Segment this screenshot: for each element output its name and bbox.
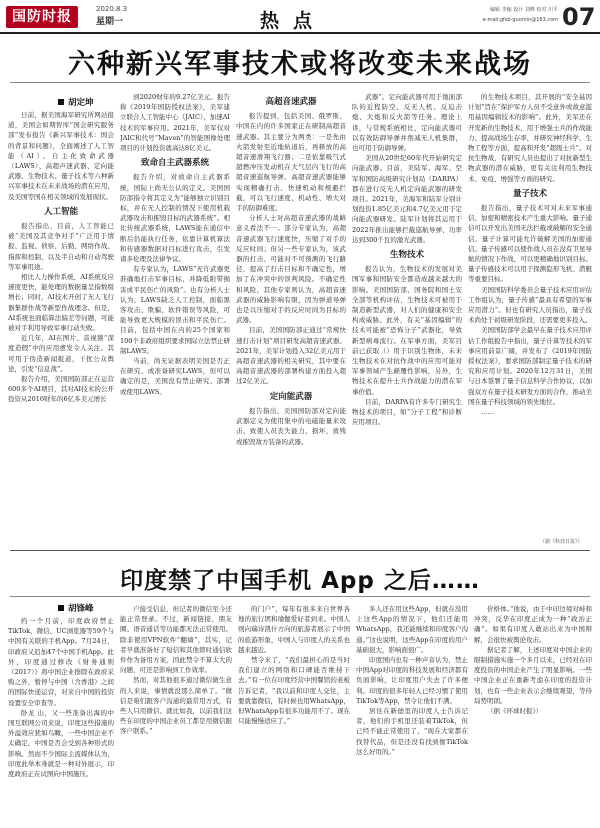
paragraph: 禁令来了，“我们最担心的是当时我们建立的网络和口碑能否维持下去。”有一位在印度经营中国餐馆的老板告诉记者，“我以前和印度人交往，主要就靠微信，有时候也用WhatsApp，但WhatsApp有很多功能用不了。现在只能慢慢适应了。”: [238, 656, 350, 726]
newspaper-logo: 国防时报: [6, 6, 78, 28]
paragraph: 有专家认为，LAWS“充许武器更准确地打击军事目标，并降低附带损害或平民伤亡的风险”。也有分析人士认为，LAWS缺乏人工控制，面临黑客攻击、欺骗、软件错误等风险，可能导致更大规模的误击和平民伤亡。目前，包括中国在内的25个国家和100个非政府组织要求国际立法禁止研制LAWS。: [120, 265, 230, 355]
paragraph: 美国国防部学会最早在量子技术应用评估工作组报告中指出，量子计算等技术的军事应用前景广阔，并发布了《2019年国防授权法案》，要求国防部制定量子技术的研究和应用计划。2020年12月31日，美国与日本签署了量子信息科学合作协议，以加强双方在量子技术研发方面的合作，推动美国在量子科技领域的领先地位。: [468, 326, 592, 406]
article1-column-2: [120, 92, 230, 542]
article1-col1-body: [8, 110, 114, 202]
paragraph: （据《环球时报》）: [487, 707, 543, 716]
paragraph: 报告指出，目前，人工智能已被“美国及其竞争对手”广泛用于情报、监视、侦察、后勤、网络作战、指挥和控制，以及半自动和自动驾驶等军事用途。: [8, 222, 114, 271]
paragraph: 美国从20世纪60年代开始研究定向能武器。目前，美陆军、海军、空军和国防高级研究计划局（DARPA）都在进行反无人机定向能武器的研发项目。2021年，美海军和陆军分别计划投资1.85亿美元和4.7亿美元用于定向能武器研发。陆军计划将其运用于2022年推出能够拦截巡航导弹、功率达到300千瓦的激光武器。: [352, 154, 462, 244]
paragraph: 价格体。”他说，由于中印边境对峙和冲突，反华在印度正成为一种“政治正确”。如果有印度人敢站出来为中国辩解，会很快被舆论攻击。: [474, 605, 592, 644]
paragraph: 户接受信息，但记者的微信至今还能正常登录。不过，新闻链接、朋友圈、语音通话等功能都无法正常使用。除非使用VPN软件“翻墙”，其实，记者早就准备好了短信和其他即时通信软件作为备用方案，因此禁令不算太大的问题，可还是影响到工作效率。: [120, 605, 232, 675]
article1-col4-body: [352, 92, 462, 245]
article1-column-1: [8, 110, 114, 542]
paragraph: 报告介绍，美国国防部正在运营600多个AI项目，其对AI技术的公开投资从2016财年的6亿多美元增长: [8, 375, 114, 404]
article2-column-1: [8, 616, 114, 822]
paragraph: 分析人士对高超音速武器的战略意义看法不一。部分专家认为，高超音速武器飞行速度快，压缩了对手的反应时间；但另一些专家认为，该武器的打击、可能对不可预测的飞行路径，提高了打击目标和不确定性，增加了在冲突中的误判风险。不确定性和风险，其他专家则认为，高超音速武器的威胁影响有限，因为弹道导弹也是以压缩对手的反应时间为目标的武器。: [236, 214, 346, 325]
paragraph: 报告认为，生物技术的发展对美国军事和国防安全都造成越来越大的影响。美国国防部、国务院和国土安全部等机构评估，生物技术可被用于制造新型武器，对人们的健康和安全构成威胁。此外，有关“基因编辑”的技术可能被“恐怖分子”武器化，导致新型病毒流行。在军事方面，美军目前已获取（）用于识别生物体，未来生物技术在对抗作战中的应用可能对军事领域产生颠覆性影响，另外，生物技术在提升士兵作战能力的潜在军事价值。: [352, 265, 462, 396]
paragraph: 近几年，AI在图片、音视频“深度造假”中的应用愈发令人关注。其可用于伪造新闻报道，干扰公众舆论，引发“信息战”。: [8, 334, 114, 373]
masthead: [0, 0, 600, 34]
article2-col3-body: [238, 604, 350, 726]
article2-col5-body: [474, 604, 592, 716]
paragraph: 报告提到，包括美国、俄罗斯、中国在内的许多国家正在研制高超音速武器。其主要分为两类：一是先由火箭发射至近地轨道后，再释放的高超音速滑翔飞行器；二是依靠吸气式超燃冲压发动机在大气层内飞行的高超音速巡航导弹。高超音速武器能够实现精确打击、快速机动和规避拦截，可以飞行速度、机动性、增大对手的防御难度。: [236, 112, 346, 213]
article-divider: [10, 550, 590, 551]
subheading-biotech: 生物技术: [389, 250, 424, 261]
paragraph: 的生物技术项目，其开展的“安全基因计划”旨在“保护军方人员不受意外或故意滥用基因编辑技术的影响”。此外，美军还在开发新的生物技术，用于增强士兵的作战能力、提高战场生存率，并研究神经科学、生物工程等方面，提高和开发“超级士兵”。对抗生物战，有研究人员也提出了对抗新型生物武器的潜在威胁，更有关注利用生物技术、免疫、增强等方面的研究。: [468, 93, 592, 183]
article1-col2b-body: [120, 172, 230, 396]
paragraph: 日前，据美国海军研究所网站报道，美国会如期智库“国会研究服务部”发布报告《新兴军事技术：国会的背景和问题》，全面阐述了人工智能（AI）、自主化致命武器（LAWS）、高超声速武器、定向能武器、生物技术、量子技术等六种新兴军事技术在未来战场的潜在应用，及美国等国在相关领域的发展现状。: [8, 111, 114, 201]
article1-credit: （据《科技日报》）: [540, 539, 583, 545]
article1-byline: [58, 96, 94, 108]
paragraph: 居住在新德里的印度人士告诉记者，他们的手机里还装着TikTok，但已经不能正常使用了，“现在大家都在找替代品，但是还没有找到像TikTok这么好用的。”: [356, 707, 468, 756]
article1-author: 胡定坤: [68, 98, 94, 108]
subheading-quantum: 量子技术: [512, 188, 547, 199]
subheading-hypersonic: 高超音速武器: [265, 97, 317, 107]
subheading-directed-energy: 定向能武器: [269, 391, 313, 402]
paragraph: 当前，尚无证据表明美国是否正在研究、或准备研究LAWS，但可以确定的是，美国没有禁止研究、部署或使用LAWS。: [120, 357, 230, 396]
article2-column-2: [120, 604, 232, 822]
paragraph: 印度国内也有一种声音认为，禁止中国App对印度的科技发展和经济都有负面影响，让印度用户失去了许多便利。印度的很多年轻人已经习惯了使用TikTok等App，禁令让他们不满。: [356, 656, 468, 705]
article1-col1b-body: [8, 221, 114, 405]
article2-col1-body: [8, 616, 114, 779]
article2-author: 胡锋峰: [68, 604, 94, 614]
article1-column-4: [352, 92, 462, 542]
byline-square-icon: [58, 605, 64, 611]
issue-weekday: 星期一: [96, 17, 124, 27]
article2-col2-body: [120, 604, 232, 737]
issue-date: 2020.8.3: [96, 5, 128, 13]
paragraph: 武器”。定向能武器可用于地面部队的近程防空、反无人机、反迫击炮、大炮和反火箭等任务。理论上讲，与常规系统相比，定向能武器可以有效防御导弹并削减无人机集群，也可用于防御导弹。: [352, 93, 462, 153]
article1-col3-body: [236, 111, 346, 386]
article1-col5-body: [468, 92, 592, 184]
headline-divider: [10, 82, 590, 83]
article1-headline: 六种新兴军事技术或将改变未来战场: [68, 49, 532, 80]
article2-column-3: [238, 604, 350, 822]
article1-col2-body: [120, 92, 230, 153]
paragraph: 目前，DARPA有许多专门研究生物技术的项目，如“分子工程”和诊断应用项目。: [352, 397, 462, 427]
editor-email: e-mail:gfsb-guomin@163.com: [482, 17, 558, 23]
paragraph: 的门户”，每年有很多来自世界各地的旅行团和瑜伽爱好者到来。中国人则向瑞诗凯什方向的旅游者展示了中国的旅游形象，中国人与印度人的关系也越来越近。: [238, 605, 350, 654]
paragraph: 到2020财年的9.27亿美元。报告称《2019年国防授权法案》，美军建立联合人工智能中心（JAIC），加速AI技术的军事应用。2021年，美军仅对JAIC和代号“Maven”的智能图像处理项目的计划投资就高达8亿美元。: [120, 93, 230, 153]
article2-byline: [58, 602, 94, 614]
article2-column-4: [356, 604, 468, 822]
article2-col4-body: [356, 604, 468, 757]
paragraph: 约一个月前，印度政府禁止TikTok、微信、UC浏览器等59个与中国有关联的手机App。7月24日，印政府又追加47个中国手机App。此外，印度通过修改《财务通则（2017）》将中国企业排除在政府采购之外，暂停与中国（含香港）之间的国际快递运营，对来自中国的投资设置安全审查等。: [8, 617, 114, 707]
paragraph: 据记者了解，上述印度对中国企业的限制措施实施一个多月以来，已经对在印度投资的中国企业产生了明显影响。一些中国企业正在重新考虑在印度的投资计划，也有一些企业表示会继续观望，等待局势明朗。: [474, 645, 592, 705]
paragraph: 报告指出，美国国防部对定向能武器定义为使用集中的电磁能量来攻击、致使人员丧失能力、损坏、致残或摧毁敌方装备的武器。: [236, 406, 346, 446]
article1-col3b-body: [236, 406, 346, 447]
article1-col5b-body: [468, 203, 592, 417]
article1-column-5: [468, 92, 592, 532]
paragraph: 报告介绍，对致命自主武器系统，国际上尚无公认的定义。美国国防部指令将其定义为“能够独立识别目标，并在无人控制的情况下使用机载武器攻击和摧毁目标的武器系统”。相比传统武器系统，LAWS能在通信中断后仍能执行任务，依靠计算机算法和传感器数据对目标进行攻击，引发诸多伦理及法律争议。: [120, 173, 230, 264]
paragraph: 多人还在用这些App，但就在没用上这些App的情况下，他们还能用WhatsApp，我还能继续和印度客户沟通。”这也说明，这些App在印度的用户基础很大，影响面很广。: [356, 605, 468, 654]
paragraph: ……: [481, 408, 494, 417]
paragraph: 美国国防科学委员会量子技术应用评估工作组认为，量子传感“最具有希望的军事应用潜力”。但也有研究人员指出，量子技术尚处于初级研发阶段，还需要更多投入。: [468, 285, 592, 325]
editor-credits: 编辑 李翰 设计 刘峰 校对 川平: [490, 7, 558, 13]
article1-col4b-body: [352, 264, 462, 427]
article2-column-5: [474, 604, 592, 822]
paragraph: 卧龙 山，又一些准备出海的中国互联网公司来说，印度这些措施的外溢效应犹如鸟瞰，一些中国企业不太确定，中国是否会受到各种形式的影响。然而不少国际主流媒体认为，印度此举本身就是一种对外展示，印度政府正在试图向中国施压。: [8, 708, 114, 779]
byline-square-icon: [58, 99, 64, 105]
subheading-ai: 人工智能: [43, 206, 78, 217]
paragraph: 报告指出，量子技术可对未来军事通信、加密和精密技术产生重大影响。量子通信可以开发出美国无法拦截或破解的安全通信，量子计算可能允许破解美国的加密通信。量子传感可以使作战人员在没有卫星导航的情况下作战，可以更精确地识别目标。量子传感技术可以用于探测隐形飞机、潜艇等重要目标。: [468, 204, 592, 284]
section-title: 热点: [260, 10, 327, 32]
page-number: 07: [562, 3, 596, 31]
subheading-laws: 致命自主武器系统: [140, 158, 209, 169]
article2-headline: 印度禁了中国手机 App 之后……: [120, 568, 480, 594]
paragraph: 然而，对其他很多通过微信做生意的人来说，事情就没那么简单了。“微信是咱们跟客户沟通的最常用方式，有些人只用微信。就比如我，以前我们这些在印度的中国企业员工都是用微信跟客户联系。”: [120, 676, 232, 736]
article1-column-3: [236, 92, 346, 542]
headline2-divider: [10, 596, 590, 597]
paragraph: 目前，美国国防部正通过“常规快速打击计划”项目研发高超音速武器。2021年，美军计划投入32亿美元用于高超音速武器的相关研究，其中要在高超音速武器的部署构建方面投入超过2亿美元。: [236, 326, 346, 386]
paragraph: 相比人力操作系统，AI系统反应速度更快，能处理的数据量呈指数级增长；同时，AI技术开创了无人飞行器集群作战等新型作战理念。但是，AI系统也面临算法偏差等问题，可能被对手利用导致军事行动失败。: [8, 273, 114, 333]
